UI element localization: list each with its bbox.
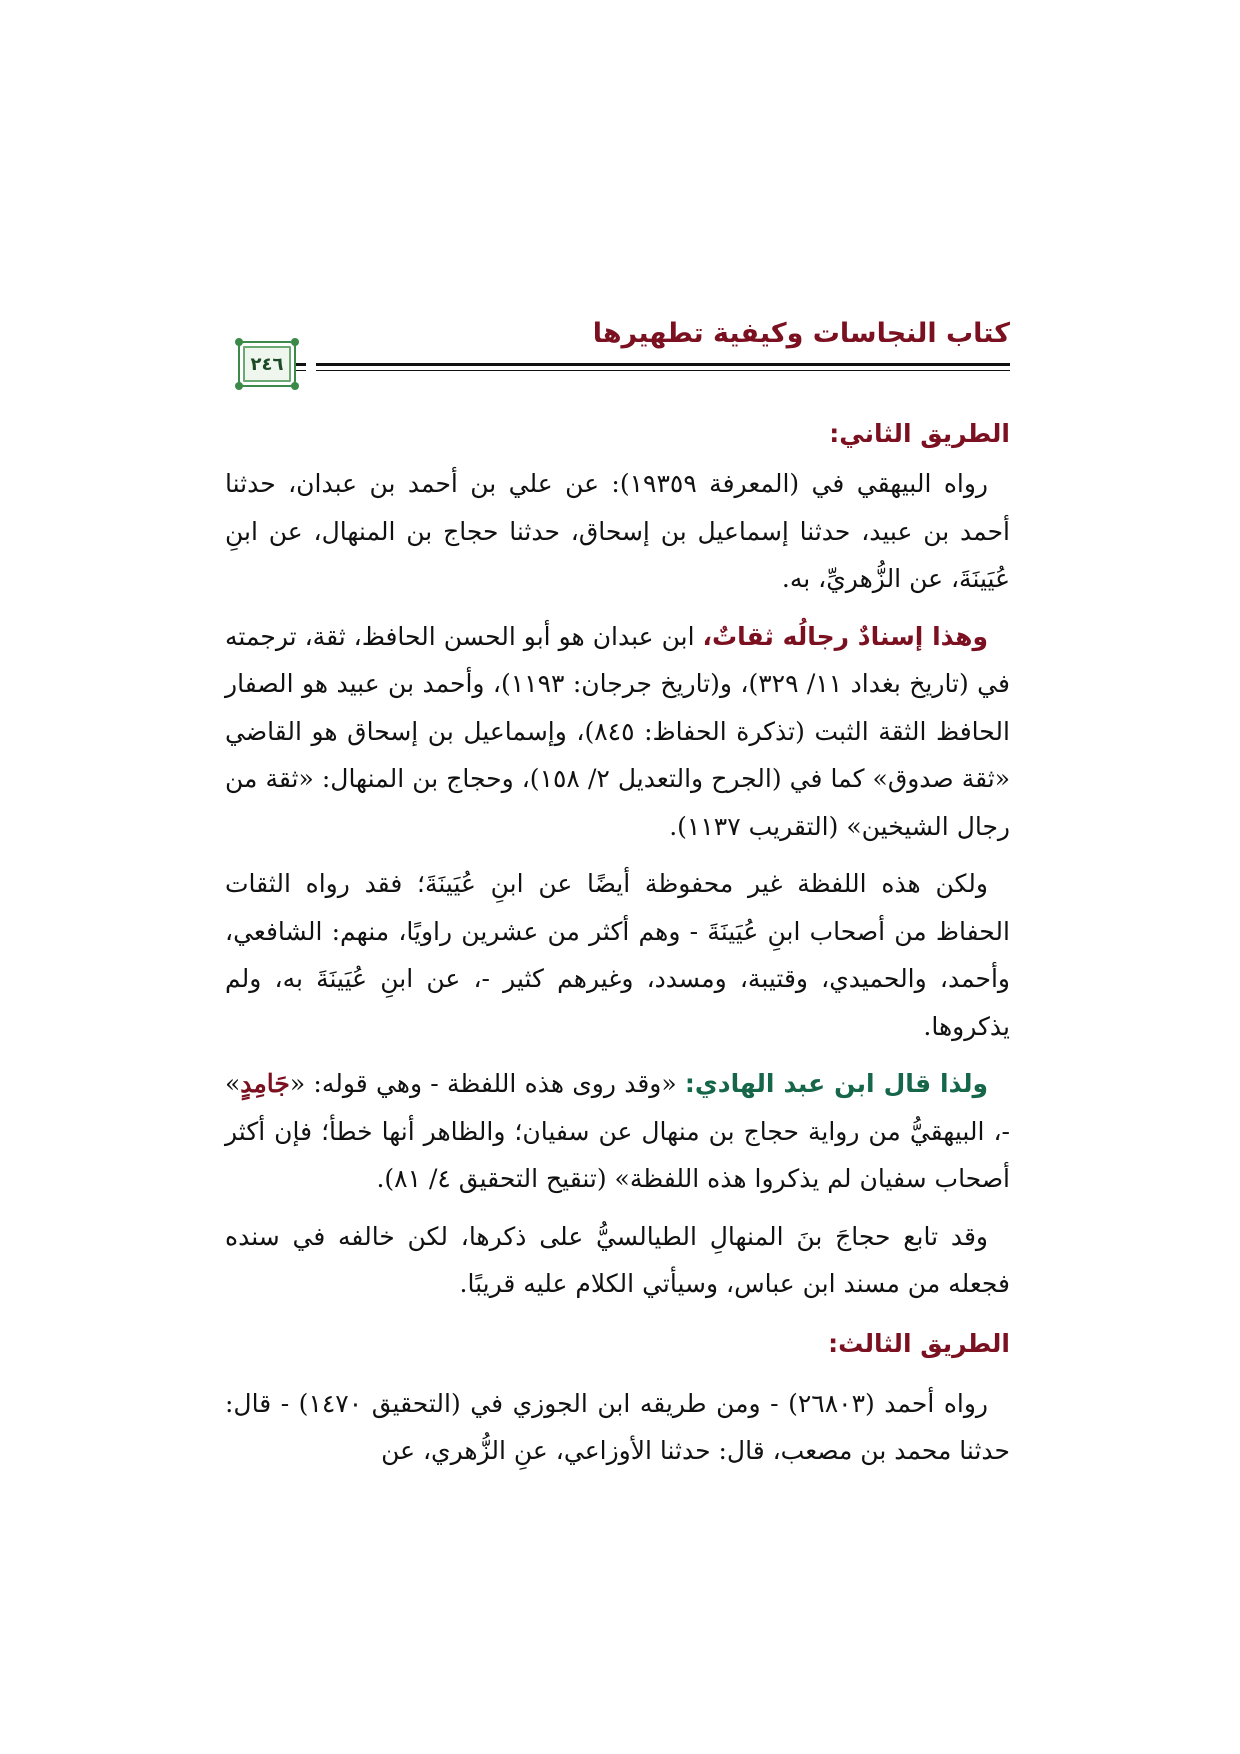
header-rule: [316, 363, 1010, 366]
paragraph-tayalisi: وقد تابع حجاجَ بنَ المنهالِ الطيالسيُّ على ذكرها، لكن خالفه في سنده فجعله من مسند ابن عباس، وسيأتي الكلام عليه قريبًا.: [225, 1221, 1010, 1298]
paragraph-text: ابن عبدان هو أبو الحسن الحافظ، ثقة، ترجمته في (تاريخ بغداد ١١/ ٣٢٩)، و(تاريخ جرجان: ١١٩٣)، وأحمد بن عبيد هو الصفار الحافظ الثقة الثبت (تذكرة الحفاظ: ٨٤٥)، وإسماعيل بن إسحاق هو القاضي «ثقة صدوق» كما في (الجرح والتعديل ٢/ ١٥٨)، وحجاج بن المنهال: «ثقة من رجال الشيخين» (التقريب ١١٣٧).: [225, 621, 1011, 841]
paragraph-not-preserved: ولكن هذه اللفظة غير محفوظة أيضًا عن ابنِ عُيَينَةَ؛ فقد رواه الثقات الحفاظ من أصحاب ابنِ عُيَينَةَ - وهم أكثر من عشرين راويًا، منهم: الشافعي، وأحمد، والحميدي، وقتيبة، ومسدد، وغيرهم كثير -، عن ابنِ عُيَينَةَ به، ولم يذكروها.: [225, 869, 1010, 1041]
page-number: ٢٤٦: [250, 353, 284, 375]
paragraph-ibn-abd-alhadi-quote: [225, 1060, 1010, 1203]
running-header-title: كتاب النجاسات وكيفية تطهيرها: [592, 318, 1010, 349]
paragraph-text: » -، البيهقيُّ من رواية حجاج بن منهال عن سفيان؛ والظاهر أنها خطأ؛ فإن أكثر أصحاب سفيان لم يذكروا هذه اللفظة» (تنقيح التحقيق ٤/ ٨١).: [225, 1069, 1010, 1193]
header-rule-thin: [316, 370, 1010, 371]
paragraph-ahmad-narration: رواه أحمد (٢٦٨٠٣) - ومن طريقه ابن الجوزي في (التحقيق ١٤٧٠) - قال: حدثنا محمد بن مصعب، قال: حدثنا الأوزاعي، عنِ الزُّهري، عن: [225, 1388, 1010, 1465]
paragraph-text: «وقد روى هذه اللفظة - وهي قوله: «: [289, 1069, 685, 1098]
quoted-word: جَامِدٍ: [240, 1069, 290, 1098]
lead-phrase: وهذا إسنادٌ رجالُه ثقاتٌ،: [702, 621, 988, 651]
section-heading-third-route: الطريق الثالث:: [828, 1328, 1010, 1358]
section-heading-second-route: الطريق الثاني:: [829, 419, 1010, 448]
lead-phrase: ولذا قال ابن عبد الهادي:: [684, 1069, 988, 1098]
page-body: [225, 408, 1010, 1475]
paragraph-bayhaqi-narration: رواه البيهقي في (المعرفة ١٩٣٥٩): عن علي بن أحمد بن عبدان، حدثنا أحمد بن عبيد، حدثنا إسماعيل بن إسحاق، حدثنا حجاج بن المنهال، عن ابنِ عُيَينَةَ، عن الزُّهريِّ، به.: [225, 469, 1010, 593]
page-number-badge: [238, 341, 296, 387]
paragraph-chain-assessment: [225, 613, 1010, 851]
